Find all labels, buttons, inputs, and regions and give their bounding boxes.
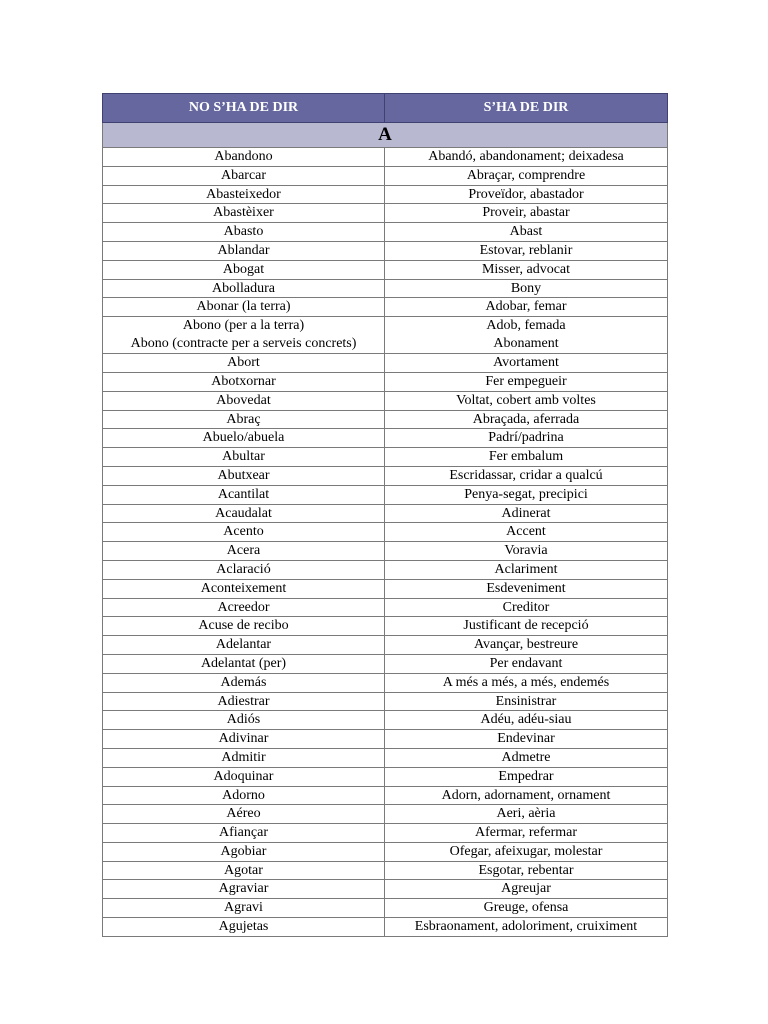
glossary-table <box>102 93 668 937</box>
correct-term: Voravia <box>385 542 668 561</box>
incorrect-term: Abandono <box>103 148 385 167</box>
incorrect-term: Abort <box>103 354 385 373</box>
incorrect-term: Adoquinar <box>103 767 385 786</box>
table-row <box>103 504 668 523</box>
correct-term-line: Abonament <box>493 336 559 352</box>
table-row <box>103 842 668 861</box>
incorrect-term: Abarcar <box>103 166 385 185</box>
incorrect-term: Adivinar <box>103 730 385 749</box>
table-row <box>103 223 668 242</box>
incorrect-term: Agraviar <box>103 880 385 899</box>
table-row <box>103 748 668 767</box>
table-row <box>103 673 668 692</box>
table-row <box>103 636 668 655</box>
table-row <box>103 654 668 673</box>
incorrect-term: Adiestrar <box>103 692 385 711</box>
correct-term: A més a més, a més, endemés <box>385 673 668 692</box>
table-row <box>103 805 668 824</box>
incorrect-term: Admitir <box>103 748 385 767</box>
correct-term: Esgotar, rebentar <box>385 861 668 880</box>
incorrect-term: Además <box>103 673 385 692</box>
correct-term: Afermar, refermar <box>385 824 668 843</box>
correct-term: Esbraonament, adoloriment, cruiximent <box>385 918 668 937</box>
incorrect-term: Abraç <box>103 410 385 429</box>
incorrect-term: Abastèixer <box>103 204 385 223</box>
correct-term: Accent <box>385 523 668 542</box>
section-letter: A <box>103 123 668 148</box>
table-row <box>103 166 668 185</box>
table-row <box>103 410 668 429</box>
correct-term: Avançar, bestreure <box>385 636 668 655</box>
table-row <box>103 560 668 579</box>
correct-term: Aeri, aèria <box>385 805 668 824</box>
correct-term: Endevinar <box>385 730 668 749</box>
correct-term: Greuge, ofensa <box>385 899 668 918</box>
incorrect-term: Acuse de recibo <box>103 617 385 636</box>
correct-term: Misser, advocat <box>385 260 668 279</box>
incorrect-term: Agujetas <box>103 918 385 937</box>
incorrect-term: Abotxornar <box>103 372 385 391</box>
incorrect-term-line: Abono (contracte per a serveis concrets) <box>130 336 357 352</box>
table-row <box>103 485 668 504</box>
incorrect-term: Ablandar <box>103 241 385 260</box>
table-row <box>103 598 668 617</box>
table-row <box>103 730 668 749</box>
correct-term: Abraçada, aferrada <box>385 410 668 429</box>
table-row <box>103 204 668 223</box>
table-row <box>103 466 668 485</box>
table-row <box>103 148 668 167</box>
table-header-row <box>103 94 668 123</box>
correct-term: Agreujar <box>385 880 668 899</box>
incorrect-term: Abovedat <box>103 391 385 410</box>
correct-term: Creditor <box>385 598 668 617</box>
correct-term: Padrí/padrina <box>385 429 668 448</box>
incorrect-term: Abogat <box>103 260 385 279</box>
table-row <box>103 298 668 317</box>
incorrect-term: Abolladura <box>103 279 385 298</box>
header-incorrect: NO S’HA DE DIR <box>103 94 385 123</box>
table-row <box>103 861 668 880</box>
table-row <box>103 711 668 730</box>
correct-term: Per endavant <box>385 654 668 673</box>
table-row <box>103 579 668 598</box>
incorrect-term: Acreedor <box>103 598 385 617</box>
incorrect-term: Abasto <box>103 223 385 242</box>
incorrect-term: Aclaració <box>103 560 385 579</box>
correct-term: Abast <box>385 223 668 242</box>
incorrect-term: Adorno <box>103 786 385 805</box>
table-row <box>103 899 668 918</box>
correct-term: Escridassar, cridar a qualcú <box>385 466 668 485</box>
correct-term: Ofegar, afeixugar, molestar <box>385 842 668 861</box>
incorrect-term: Adelantar <box>103 636 385 655</box>
table-row <box>103 185 668 204</box>
correct-term: Penya-segat, precipici <box>385 485 668 504</box>
incorrect-term: Acaudalat <box>103 504 385 523</box>
incorrect-term: Aconteixement <box>103 579 385 598</box>
correct-term: Empedrar <box>385 767 668 786</box>
correct-term: Proveir, abastar <box>385 204 668 223</box>
table-row <box>103 880 668 899</box>
incorrect-term: Abuelo/abuela <box>103 429 385 448</box>
correct-term: Voltat, cobert amb voltes <box>385 391 668 410</box>
glossary-rows <box>103 148 668 937</box>
table-row <box>103 692 668 711</box>
correct-term: Avortament <box>385 354 668 373</box>
incorrect-term: Aéreo <box>103 805 385 824</box>
incorrect-term-line: Abono (per a la terra) <box>182 318 305 334</box>
incorrect-term: Abonar (la terra) <box>103 298 385 317</box>
incorrect-term: Abultar <box>103 448 385 467</box>
incorrect-term: Abasteixedor <box>103 185 385 204</box>
table-row <box>103 918 668 937</box>
incorrect-term: Adiós <box>103 711 385 730</box>
correct-term: Ensinistrar <box>385 692 668 711</box>
table-row <box>103 429 668 448</box>
table-row <box>103 542 668 561</box>
correct-term: Adorn, adornament, ornament <box>385 786 668 805</box>
correct-term: Adéu, adéu-siau <box>385 711 668 730</box>
table-row <box>103 279 668 298</box>
correct-term: Bony <box>385 279 668 298</box>
table-row <box>103 260 668 279</box>
correct-term: Abraçar, comprendre <box>385 166 668 185</box>
table-row <box>103 448 668 467</box>
correct-term: Adinerat <box>385 504 668 523</box>
incorrect-term: Afiançar <box>103 824 385 843</box>
table-row <box>103 317 668 354</box>
correct-term: Estovar, reblanir <box>385 241 668 260</box>
correct-term-line: Adob, femada <box>486 318 566 334</box>
correct-term: Esdeveniment <box>385 579 668 598</box>
incorrect-term: Acera <box>103 542 385 561</box>
table-row <box>103 391 668 410</box>
correct-term: Adobar, femar <box>385 298 668 317</box>
table-row <box>103 372 668 391</box>
table-row <box>103 523 668 542</box>
correct-term: Fer empegueir <box>385 372 668 391</box>
incorrect-term: Acento <box>103 523 385 542</box>
incorrect-term: Agotar <box>103 861 385 880</box>
table-row <box>103 786 668 805</box>
incorrect-term: Agravi <box>103 899 385 918</box>
incorrect-term: Abutxear <box>103 466 385 485</box>
table-row <box>103 824 668 843</box>
incorrect-term: Adelantat (per) <box>103 654 385 673</box>
correct-term: Fer embalum <box>385 448 668 467</box>
section-letter-row <box>103 123 668 148</box>
incorrect-term <box>103 317 385 354</box>
table-row <box>103 241 668 260</box>
incorrect-term: Acantilat <box>103 485 385 504</box>
table-row <box>103 617 668 636</box>
correct-term <box>385 317 668 354</box>
correct-term: Justificant de recepció <box>385 617 668 636</box>
incorrect-term: Agobiar <box>103 842 385 861</box>
header-correct: S’HA DE DIR <box>385 94 668 123</box>
correct-term: Proveïdor, abastador <box>385 185 668 204</box>
correct-term: Aclariment <box>385 560 668 579</box>
table-row <box>103 354 668 373</box>
correct-term: Admetre <box>385 748 668 767</box>
table-row <box>103 767 668 786</box>
correct-term: Abandó, abandonament; deixadesa <box>385 148 668 167</box>
